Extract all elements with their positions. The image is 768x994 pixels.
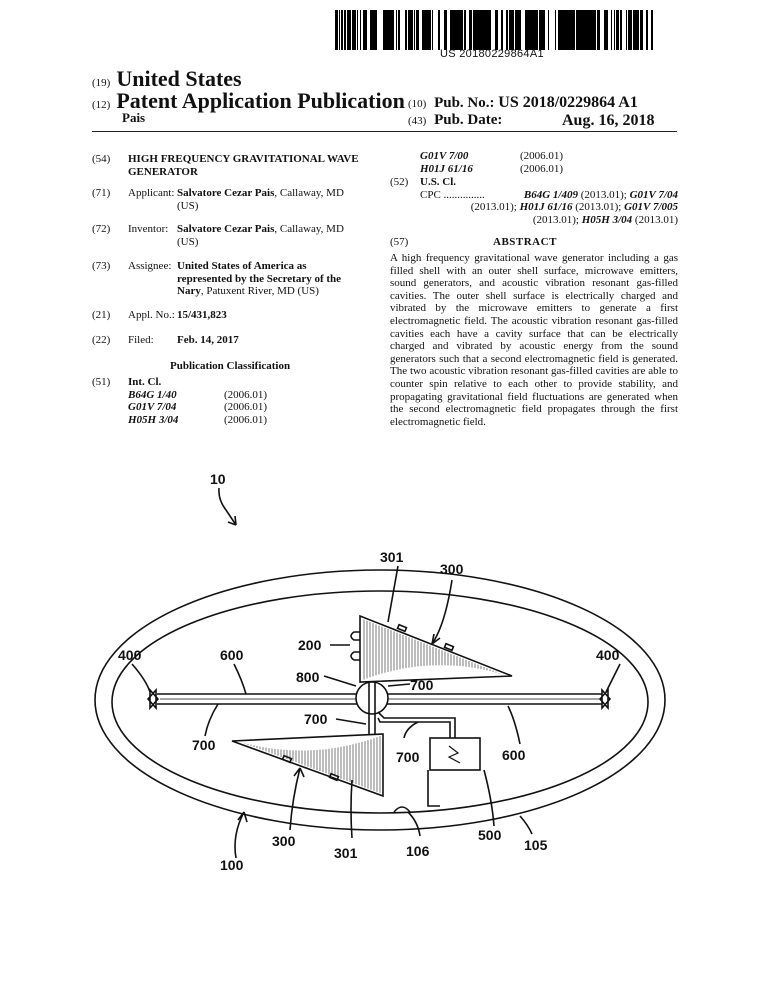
wire-700-a: [378, 712, 455, 738]
ref-700-left: 700: [192, 737, 216, 753]
leader-301-bottom: [351, 780, 352, 838]
int-cl-row: [128, 401, 368, 414]
field-inventor: [92, 223, 382, 249]
publication-date-line: [408, 112, 655, 129]
ref-800: 800: [296, 669, 320, 685]
ref-700-mid: 700: [410, 677, 434, 693]
cpc-line1: [420, 189, 678, 202]
cpc-date-4: (2013.01);: [532, 213, 582, 226]
ref-600-right: 600: [502, 747, 526, 763]
leader-700-center: [336, 719, 366, 724]
barcode-pub-number: US 20180229864A1: [440, 48, 544, 60]
int-cl-year: (2006.01): [224, 401, 268, 413]
int-cl-row: [420, 163, 670, 176]
ref-105: 105: [524, 837, 548, 853]
patent-figure: [0, 460, 768, 994]
leader-105: [520, 816, 532, 834]
field-appl-no: [92, 309, 382, 322]
publication-number-line: [408, 94, 638, 112]
cpc-code-2: G01V 7/04: [629, 188, 678, 201]
ref-300-bottom: 300: [272, 833, 296, 849]
bearing-right-400: [600, 690, 610, 708]
inventor-value: [177, 223, 344, 236]
applicant-label: Applicant:: [128, 187, 175, 199]
applicant-country: (US): [177, 199, 199, 212]
leader-300-bottom: [290, 768, 300, 830]
pub-no-label: Pub. No.:: [434, 95, 495, 111]
inid-code-71: (71): [92, 187, 111, 199]
pub-date-value: Aug. 16, 2018: [562, 112, 655, 129]
assignee-line1: United States of America as: [177, 260, 307, 272]
filed-label: Filed:: [128, 334, 154, 346]
us-cl-label: U.S. Cl.: [420, 176, 457, 188]
ref-10: 10: [210, 471, 226, 487]
inventor-name: Salvatore Cezar Pais: [177, 223, 275, 235]
inid-code-22: (22): [92, 334, 111, 346]
document-type: Patent Application Publication: [116, 88, 405, 113]
cpc-code-5: H05H 3/04: [581, 213, 633, 226]
cpc-date-1: (2013.01);: [577, 188, 630, 201]
ref-301-top: 301: [380, 549, 404, 565]
arrow-300-top: [432, 634, 440, 644]
barcode: [335, 10, 653, 50]
inventor-location: , Callaway, MD: [274, 223, 344, 235]
inid-code-51: (51): [92, 376, 111, 388]
cpc-code-4: G01V 7/005: [624, 201, 678, 213]
inid-code-54: (54): [92, 153, 111, 165]
leader-700-left: [205, 704, 218, 736]
abstract-text: A high frequency gravitational wave generator including a gas filled shell with an outer shell surface, microwave emitters, sound generators, and acoustic vibration resonant gas-filled cavities. The outer shell surface is electrically charged and vibrated by the microwave emitters to generate a first electromagnetic field. The acoustic vibration resonant gas-filled cavities each have a cavity surface that can be electrically charged and vibrated by acoustic energy from the sound generators such that a second electromagnetic field is generated. The two acoustic vibration resonant gas-filled cavities are able to counter spin relative to each other to provide stability, and propagating gravitational field fluctuations are generated when the second electromagnetic field propagates through the first electromagnetic field.: [390, 252, 678, 428]
int-cl-year: (2006.01): [224, 413, 268, 426]
invention-title-line1: HIGH FREQUENCY GRAVITATIONAL WAVE: [128, 153, 359, 165]
int-cl-code: G01V 7/04: [128, 401, 177, 413]
leader-106: [408, 812, 420, 836]
ref-400-left: 400: [118, 647, 142, 663]
applicant-name: Salvatore Cezar Pais: [177, 187, 275, 199]
int-cl-year: (2006.01): [520, 150, 564, 162]
inid-code-52: (52): [390, 176, 409, 188]
leader-700-box: [404, 722, 418, 738]
center-hub-800: [356, 682, 388, 714]
abstract-title: ABSTRACT: [493, 236, 557, 248]
leader-600-right: [508, 706, 520, 744]
appl-no-value: 15/431,823: [177, 309, 227, 321]
int-cl-year: (2006.01): [224, 388, 268, 401]
ref-200: 200: [298, 637, 322, 653]
leader-10: [219, 488, 236, 525]
tab-top-1: [398, 625, 407, 632]
cpc-date-2: (2013.01);: [470, 201, 520, 213]
int-cl-code: H05H 3/04: [128, 413, 179, 426]
int-cl-year: (2006.01): [520, 162, 564, 175]
int-cl-code: H01J 61/16: [420, 162, 473, 175]
ref-500: 500: [478, 827, 502, 843]
cpc-label: CPC ...............: [420, 188, 485, 201]
cpc-line3: [420, 214, 678, 227]
pub-no-value: US 2018/0229864 A1: [498, 94, 638, 111]
country: United States: [116, 66, 242, 91]
leader-600-left: [234, 664, 246, 694]
int-cl-row: [420, 150, 670, 163]
assignee-line3: [177, 285, 319, 298]
field-filed: [92, 334, 382, 347]
assignee-line3-location: , Patuxent River, MD (US): [200, 285, 319, 297]
assignee-label: Assignee:: [128, 260, 172, 272]
field-assignee: [92, 260, 382, 300]
leader-300-top: [432, 580, 452, 644]
leader-800: [324, 676, 356, 686]
cpc-code-3: H01J 61/16: [519, 201, 573, 213]
author-name: Pais: [122, 110, 146, 125]
inventor-country: (US): [177, 235, 199, 248]
filed-date: Feb. 14, 2017: [177, 334, 239, 346]
inid-code-72: (72): [92, 223, 111, 235]
inid-code-57: (57): [390, 236, 409, 248]
field-title: [92, 153, 382, 179]
ref-100: 100: [220, 857, 244, 873]
pub-date-label: Pub. Date:: [434, 112, 503, 128]
lower-cavity-300: [232, 734, 383, 796]
applicant-value: [177, 187, 344, 200]
assignee-line2: represented by the Secretary of the: [177, 272, 342, 285]
int-cl-continued-list: [420, 150, 670, 175]
cpc-date-5: (2013.01): [632, 213, 678, 226]
emitter-200-b: [351, 652, 360, 660]
ref-400-right: 400: [596, 647, 620, 663]
appl-no-label: Appl. No.:: [128, 309, 175, 321]
cpc-line2: [420, 201, 678, 214]
ref-700-center: 700: [304, 711, 328, 727]
ref-301-bottom: 301: [334, 845, 358, 861]
emitter-200-a: [351, 632, 360, 640]
inid-code-12: (12): [92, 99, 111, 111]
wire-700-b: [378, 718, 450, 738]
assignee-line3-name: Nary: [177, 285, 201, 297]
ref-600-left: 600: [220, 647, 244, 663]
leader-301-top: [388, 566, 398, 622]
applicant-location: , Callaway, MD: [274, 187, 344, 199]
leader-700-mid: [388, 684, 410, 686]
field-us-cl: [390, 176, 680, 228]
int-cl-code: B64G 1/40: [128, 388, 177, 401]
int-cl-list: [128, 389, 368, 427]
int-cl-label: Int. Cl.: [128, 376, 162, 388]
bearing-left-400: [148, 690, 158, 708]
int-cl-code: G01V 7/00: [420, 150, 469, 162]
surface-106: [394, 807, 410, 812]
inid-code-21: (21): [92, 309, 111, 321]
int-cl-row: [128, 414, 368, 427]
field-int-cl: [92, 376, 382, 430]
wire-down: [428, 770, 440, 806]
cpc-line1-codes: [524, 189, 678, 202]
int-cl-row: [128, 389, 368, 402]
ref-106: 106: [406, 843, 430, 859]
field-applicant: [92, 187, 382, 213]
inid-code-43: (43): [408, 115, 427, 127]
publication-classification-title: Publication Classification: [170, 360, 291, 372]
inventor-label: Inventor:: [128, 223, 169, 235]
inid-code-19: (19): [92, 77, 111, 89]
cpc-date-3: (2013.01);: [572, 201, 625, 213]
leader-400-left: [132, 664, 150, 692]
ref-700-box: 700: [396, 749, 420, 765]
header-rule: [92, 131, 677, 132]
ref-300-top: 300: [440, 561, 464, 577]
inid-code-73: (73): [92, 260, 111, 272]
leader-400-right: [606, 664, 620, 692]
cpc-code-1: B64G 1/409: [523, 188, 578, 201]
inid-code-10: (10): [408, 98, 427, 110]
invention-title-line2: GENERATOR: [128, 165, 198, 178]
leader-500: [484, 770, 494, 826]
